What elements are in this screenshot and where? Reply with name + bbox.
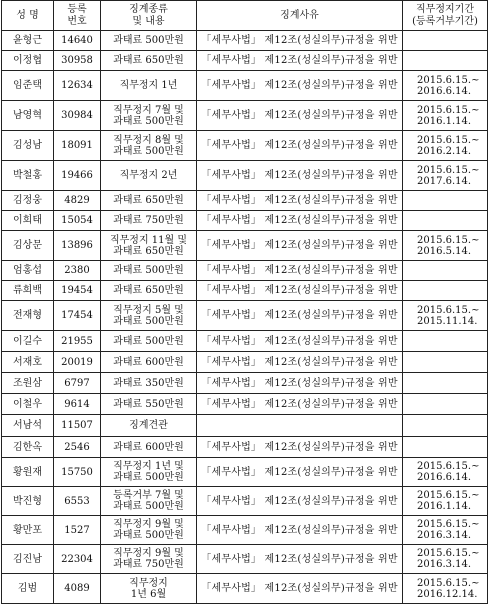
cell-reason: 「세무사법」 제12조(성실의무)규정을 위반 [197,71,403,101]
cell-discipline [101,51,197,71]
cell-discipline-line: 징계견관 [129,420,168,431]
cell-period-line: 2015.6.15.~ [417,490,480,501]
cell-reason: 「세무사법」 제12조(성실의무)규정을 위반 [197,301,403,331]
cell-period-line: 2016.5.14. [417,245,472,257]
cell-period-line: 2016.1.14. [417,501,472,512]
cell-period-line: 2016.6.14. [417,472,472,483]
cell-period-line: 2015.6.15.~ [417,461,480,472]
table-row [2,437,488,458]
cell-name: 류희백 [2,281,54,301]
cell-reg-no: 15054 [54,211,101,231]
cell-period-line: 2015.6.15.~ [417,134,480,146]
table-row [2,331,488,352]
cell-discipline [101,331,197,352]
cell-name: 윤형근 [2,31,54,51]
cell-reason: 「세무사법」 제12조(성실의무)규정을 위반 [197,487,403,516]
cell-reg-no: 1527 [54,516,101,545]
cell-discipline-line: 과태료 350만원 [113,377,184,389]
cell-discipline-line: 과태료 500만원 [113,501,184,512]
cell-discipline-line: 직무정지 11월 및 [109,234,188,246]
header-period-line: (등록거부기간) [412,15,478,27]
cell-discipline-line: 과태료 750만원 [113,215,184,226]
cell-reg-no: 4089 [54,574,101,604]
cell-discipline-line: 과태료 500만원 [113,530,184,541]
cell-period-line: 2015.6.15.~ [417,577,480,589]
cell-name: 엄홍섭 [2,261,54,281]
cell-period-line: 2015.6.15.~ [417,104,480,116]
table-row [2,415,488,437]
cell-reg-no: 18091 [54,131,101,161]
cell-reason: 「세무사법」 제12조(성실의무)규정을 위반 [197,352,403,373]
cell-reason: 「세무사법」 제12조(성실의무)규정을 위반 [197,516,403,545]
cell-period-line: 2015.6.15.~ [417,164,480,176]
cell-discipline-line: 과태료 500만원 [113,115,184,127]
table-row [2,191,488,211]
cell-reason: 「세무사법」 제12조(성실의무)규정을 위반 [197,281,403,301]
cell-discipline [101,281,197,301]
cell-period [403,545,488,574]
cell-period-line: 2016.1.14. [417,115,472,127]
cell-discipline-line: 과태료 500만원 [113,35,184,46]
cell-discipline [101,545,197,574]
table-row [2,574,488,604]
cell-reason: 「세무사법」 제12조(성실의무)규정을 위반 [197,394,403,415]
cell-period [403,281,488,301]
cell-reg-no: 14640 [54,31,101,51]
cell-discipline [101,394,197,415]
cell-reg-no: 17454 [54,301,101,331]
cell-discipline-line: 과태료 750만원 [113,559,184,570]
cell-reg-no: 2546 [54,437,101,458]
cell-name: 서재호 [2,352,54,373]
header-period-line: 직무정지기간 [416,3,474,15]
cell-reg-no: 30958 [54,51,101,71]
table-row [2,231,488,261]
cell-period-line: 2016.2.14. [417,145,472,157]
cell-discipline [101,301,197,331]
cell-period [403,31,488,51]
cell-discipline-line: 과태료 650만원 [113,195,184,206]
cell-reg-no: 13896 [54,231,101,261]
table-row [2,131,488,161]
cell-discipline-line: 직무정지 5월 및 [113,304,184,316]
header-reg-no-line: 번호 [67,15,87,27]
cell-discipline-line: 직무정지 8월 및 [113,134,184,146]
cell-discipline [101,191,197,211]
cell-period [403,261,488,281]
cell-period [403,458,488,487]
cell-discipline-line: 등록거부 7월 및 [113,490,184,501]
cell-discipline-line: 직무정지 2년 [119,170,178,181]
cell-name: 김한옥 [2,437,54,458]
cell-name: 전재형 [2,301,54,331]
header-reg-no [54,1,101,31]
cell-reg-no: 15750 [54,458,101,487]
cell-reason: 「세무사법」 제12조(성실의무)규정을 위반 [197,51,403,71]
cell-name: 김진남 [2,545,54,574]
cell-period-line: 2015.6.15.~ [417,74,480,86]
table-row [2,458,488,487]
cell-discipline-line: 직무정지 [129,577,168,589]
header-discipline [101,1,197,31]
cell-discipline-line: 직무정지 9월 및 [113,548,184,559]
cell-name: 이길수 [2,331,54,352]
cell-reason: 「세무사법」 제12조(성실의무)규정을 위반 [197,101,403,131]
cell-discipline-line: 과태료 650만원 [113,55,184,66]
cell-discipline [101,415,197,437]
cell-discipline [101,161,197,191]
cell-period [403,331,488,352]
cell-name: 황만포 [2,516,54,545]
cell-name: 김상문 [2,231,54,261]
cell-reason: 「세무사법」 제12조(성실의무)규정을 위반 [197,373,403,394]
cell-period [403,415,488,437]
cell-reason: 「세무사법」 제12조(성실의무)규정을 위반 [197,211,403,231]
table-row [2,71,488,101]
table-row [2,545,488,574]
cell-reason: 「세무사법」 제12조(성실의무)규정을 위반 [197,331,403,352]
cell-reg-no: 2380 [54,261,101,281]
cell-name: 박철홍 [2,161,54,191]
cell-name: 박진형 [2,487,54,516]
cell-name: 김범 [2,574,54,604]
cell-discipline [101,71,197,101]
table-row [2,101,488,131]
header-discipline-line: 징계종류 [129,3,168,15]
cell-period [403,373,488,394]
header-name: 성 명 [2,1,54,31]
cell-reg-no: 19466 [54,161,101,191]
cell-discipline-line: 과태료 600만원 [113,441,184,453]
cell-reg-no: 11507 [54,415,101,437]
cell-discipline-line: 과태료 500만원 [113,145,184,157]
cell-period [403,51,488,71]
cell-period-line: 2015.6.15.~ [417,519,480,530]
cell-reg-no: 22304 [54,545,101,574]
table-row [2,352,488,373]
table-row [2,301,488,331]
table-row [2,487,488,516]
cell-period [403,394,488,415]
cell-period-line: 2016.12.14. [417,588,478,600]
cell-name: 이희태 [2,211,54,231]
cell-discipline [101,516,197,545]
cell-reason: 「세무사법」 제12조(성실의무)규정을 위반 [197,458,403,487]
cell-period-line: 2016.3.14. [417,530,472,541]
cell-period [403,101,488,131]
cell-period [403,231,488,261]
cell-period [403,574,488,604]
cell-reason: 「세무사법」 제12조(성실의무)규정을 위반 [197,574,403,604]
cell-discipline-line: 1년 6월 [130,588,167,600]
cell-reg-no: 19454 [54,281,101,301]
cell-discipline [101,231,197,261]
cell-reg-no: 9614 [54,394,101,415]
cell-period-line: 2015.6.15.~ [417,234,480,246]
cell-name: 김성남 [2,131,54,161]
table-row [2,261,488,281]
table-row [2,31,488,51]
cell-discipline-line: 과태료 650만원 [113,245,184,257]
cell-reason: 「세무사법」 제12조(성실의무)규정을 위반 [197,161,403,191]
header-discipline-line: 및 내용 [132,15,165,27]
cell-reg-no: 4829 [54,191,101,211]
cell-period-line: 2015.6.15.~ [417,548,480,559]
cell-discipline-line: 과태료 650만원 [113,285,184,296]
cell-discipline-line: 과태료 500만원 [113,472,184,483]
cell-name: 임준택 [2,71,54,101]
cell-period-line: 2017.6.14. [417,175,472,187]
cell-reg-no: 30984 [54,101,101,131]
cell-discipline [101,458,197,487]
cell-period [403,301,488,331]
table-body [2,31,488,604]
cell-discipline-line: 과태료 500만원 [113,335,184,347]
cell-name: 이정협 [2,51,54,71]
cell-reg-no: 12634 [54,71,101,101]
cell-reason: 「세무사법」 제12조(성실의무)규정을 위반 [197,437,403,458]
cell-name: 이철우 [2,394,54,415]
header-row [2,1,488,31]
cell-reg-no: 21955 [54,331,101,352]
cell-reason: 「세무사법」 제12조(성실의무)규정을 위반 [197,31,403,51]
table-row [2,373,488,394]
table-row [2,281,488,301]
cell-discipline [101,261,197,281]
cell-reg-no: 20019 [54,352,101,373]
cell-period-line: 2015.6.15.~ [417,304,480,316]
cell-discipline-line: 직무정지 1년 [119,80,178,91]
discipline-table [1,0,488,604]
cell-reason: 「세무사법」 제12조(성실의무)규정을 위반 [197,261,403,281]
cell-period [403,161,488,191]
cell-discipline-line: 직무정지 9월 및 [113,519,184,530]
cell-discipline-line: 과태료 500만원 [113,315,184,327]
cell-discipline [101,574,197,604]
cell-discipline-line: 직무정지 1년 및 [113,461,184,472]
cell-reason: 「세무사법」 제12조(성실의무)규정을 위반 [197,231,403,261]
cell-name: 서남석 [2,415,54,437]
cell-reason: 「세무사법」 제12조(성실의무)규정을 위반 [197,545,403,574]
header-reason: 징계사유 [197,1,403,31]
cell-discipline [101,31,197,51]
cell-reason: 「세무사법」 제12조(성실의무)규정을 위반 [197,191,403,211]
cell-period [403,437,488,458]
cell-name: 남영혁 [2,101,54,131]
cell-reg-no: 6797 [54,373,101,394]
cell-discipline-line: 직무정지 7월 및 [113,104,184,116]
cell-period [403,131,488,161]
cell-period [403,487,488,516]
cell-period [403,71,488,101]
cell-name: 황원재 [2,458,54,487]
cell-period-line: 2016.6.14. [417,85,472,97]
cell-discipline [101,373,197,394]
cell-discipline-line: 과태료 500만원 [113,265,184,276]
table-row [2,394,488,415]
cell-reg-no: 6553 [54,487,101,516]
cell-discipline-line: 과태료 550만원 [113,398,184,410]
table-row [2,51,488,71]
cell-discipline [101,487,197,516]
table-row [2,161,488,191]
table-row [2,211,488,231]
cell-period [403,516,488,545]
cell-discipline [101,437,197,458]
header-period [403,1,488,31]
table-row [2,516,488,545]
cell-period-line: 2016.3.14. [417,559,472,570]
cell-discipline-line: 과태료 600만원 [113,356,184,368]
cell-discipline [101,131,197,161]
header-reg-no-line: 등록 [67,3,87,15]
cell-reason: 「세무사법」 제12조(성실의무)규정을 위반 [197,131,403,161]
cell-name: 조원삼 [2,373,54,394]
cell-reason [197,415,403,437]
cell-discipline [101,352,197,373]
cell-period-line: 2015.11.14. [417,315,478,327]
cell-name: 김정웅 [2,191,54,211]
cell-discipline [101,211,197,231]
cell-period [403,211,488,231]
cell-period [403,352,488,373]
cell-period [403,191,488,211]
cell-discipline [101,101,197,131]
